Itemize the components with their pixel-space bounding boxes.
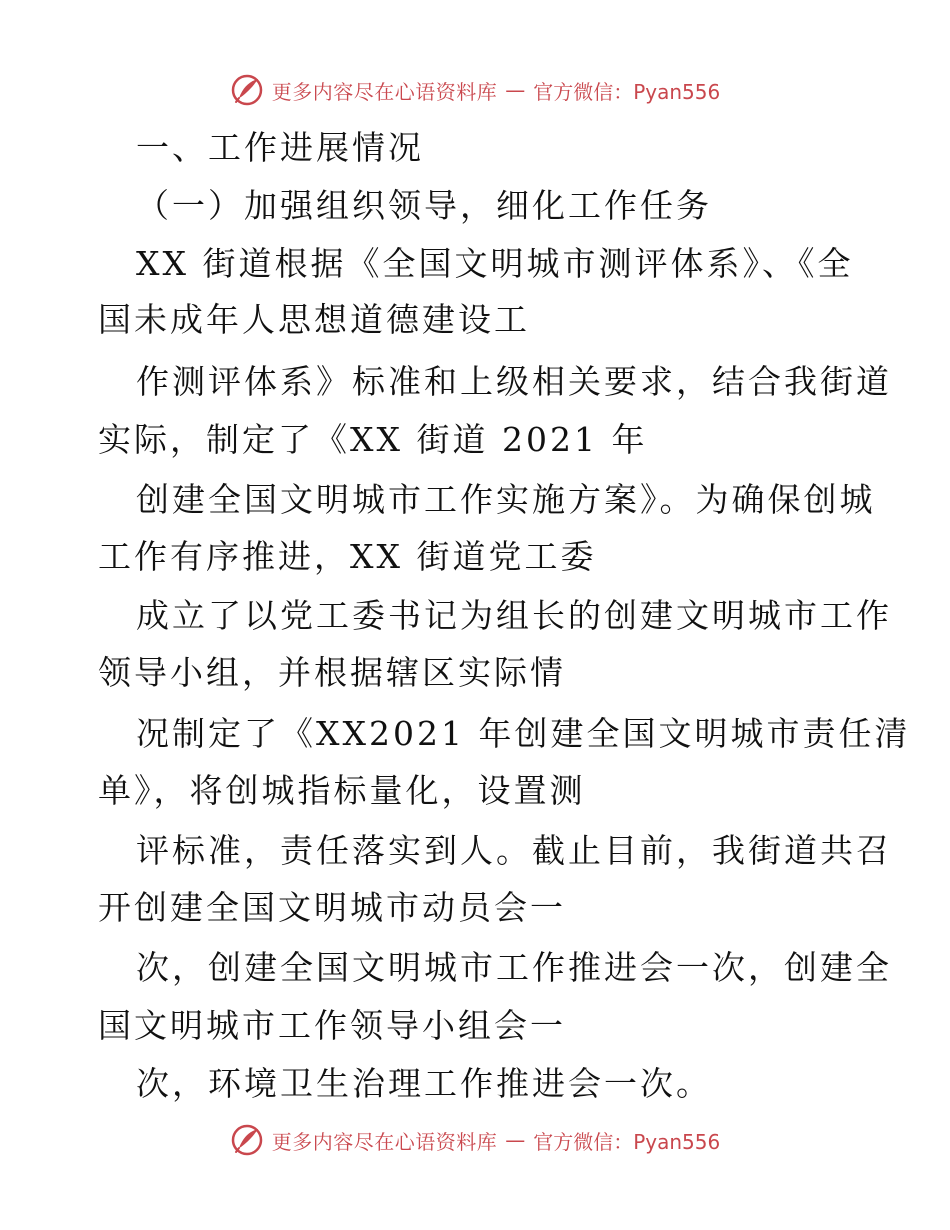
feather-pen-logo-icon xyxy=(230,73,264,107)
paragraph-line: 成立了以党工委书记为组长的创建文明城市工作 xyxy=(136,596,892,635)
paragraph-line: 评标准，责任落实到人。截止目前，我街道共召 xyxy=(136,831,892,870)
subsection-heading: （一）加强组织领导，细化工作任务 xyxy=(136,186,712,225)
watermark-site-text: 更多内容尽在心语资料库 xyxy=(271,79,498,104)
paragraph-line: 次，环境卫生治理工作推进会一次。 xyxy=(136,1064,712,1103)
watermark-wechat-text: 官方微信：Pyan556 xyxy=(533,79,721,104)
watermark-wechat-text: 官方微信：Pyan556 xyxy=(533,1129,721,1154)
paragraph-line: 创建全国文明城市工作实施方案》。为确保创城 xyxy=(136,480,876,519)
header-watermark xyxy=(0,70,950,110)
footer-watermark xyxy=(0,1120,950,1160)
paragraph-line: 实际，制定了《XX 街道 2021 年 xyxy=(98,420,648,459)
paragraph-line: 工作有序推进，XX 街道党工委 xyxy=(98,537,597,576)
paragraph-line: 国文明城市工作领导小组会一 xyxy=(98,1006,566,1045)
watermark-site-text: 更多内容尽在心语资料库 xyxy=(271,1129,498,1154)
paragraph-line: 作测评体系》标准和上级相关要求，结合我街道 xyxy=(136,362,892,401)
paragraph-line: XX 街道根据《全国文明城市测评体系》、《全 xyxy=(136,244,854,283)
paragraph-line: 况制定了《XX2021 年创建全国文明城市责任清 xyxy=(136,714,911,753)
watermark-separator: — xyxy=(505,78,526,102)
paragraph-line: 单》，将创城指标量化，设置测 xyxy=(98,771,586,810)
paragraph-line: 领导小组，并根据辖区实际情 xyxy=(98,653,566,692)
section-heading: 一、工作进展情况 xyxy=(136,128,424,167)
paragraph-line: 国未成年人思想道德建设工 xyxy=(98,300,530,339)
paragraph-line: 次，创建全国文明城市工作推进会一次，创建全 xyxy=(136,948,892,987)
feather-pen-logo-icon xyxy=(230,1123,264,1157)
paragraph-line: 开创建全国文明城市动员会一 xyxy=(98,888,566,927)
watermark-separator: — xyxy=(505,1128,526,1152)
